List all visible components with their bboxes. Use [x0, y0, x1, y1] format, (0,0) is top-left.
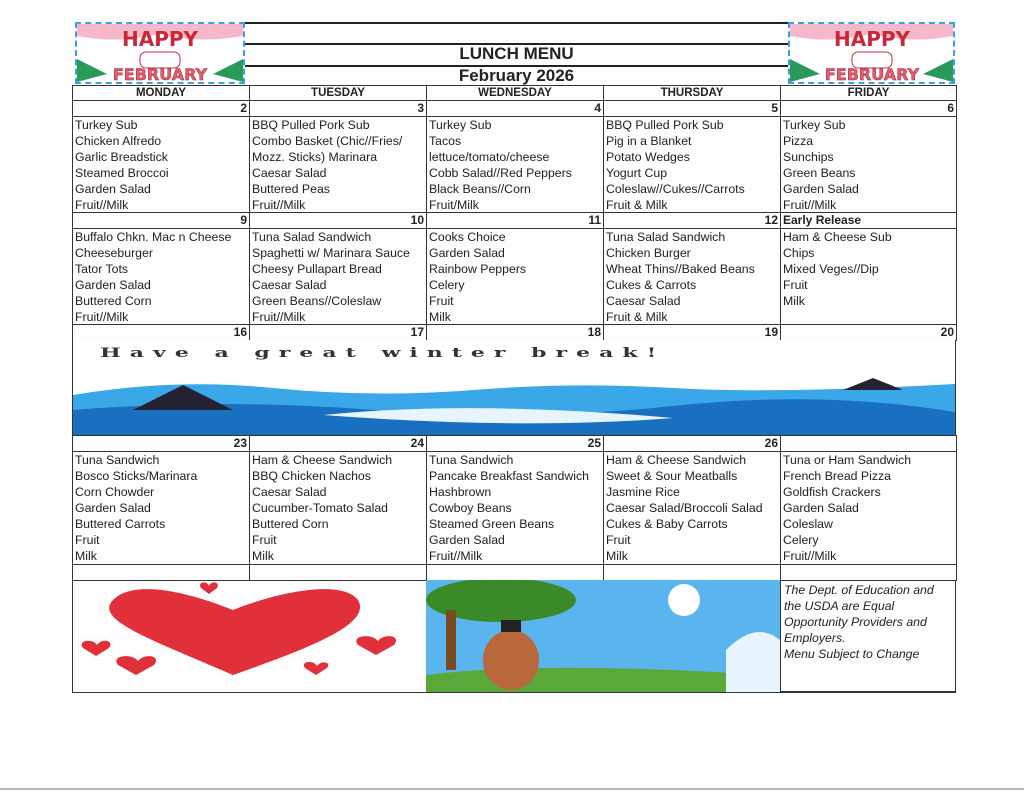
empty-cell: [780, 564, 957, 581]
menu-cell: [426, 451, 604, 565]
menu-cell: [780, 451, 957, 565]
menu-cell: [780, 116, 957, 213]
menu-item: Mixed Veges//Dip: [783, 262, 879, 276]
menu-item: Ham & Cheese Sandwich: [252, 453, 393, 467]
winter-break-message: Have a great winter break!: [100, 345, 666, 361]
menu-item: lettuce/tomato/cheese: [429, 150, 550, 164]
menu-item: Garden Salad: [75, 182, 151, 196]
menu-item: Fruit//Milk: [252, 198, 306, 212]
menu-item: BBQ Pulled Pork Sub: [606, 118, 724, 132]
day-header: FRIDAY: [780, 85, 957, 101]
menu-item: Fruit/Milk: [429, 198, 479, 212]
happy-february-logo-right: [788, 22, 955, 84]
date-cell: 4: [426, 100, 604, 117]
menu-item: Cucumber-Tomato Salad: [252, 501, 389, 515]
equal-opportunity-notice: [780, 580, 956, 692]
page-subtitle: February 2026: [458, 66, 575, 85]
notice-line: Menu Subject to Change: [784, 647, 920, 661]
menu-item: Cheeseburger: [75, 246, 153, 260]
menu-cell: [603, 451, 781, 565]
date-cell: 16: [72, 324, 250, 341]
menu-item: Garden Salad: [783, 501, 859, 515]
date-cell: 20: [780, 324, 957, 341]
empty-cell: [72, 564, 250, 581]
menu-cell: [780, 228, 957, 325]
menu-item: Black Beans//Corn: [429, 182, 531, 196]
date-cell: 23: [72, 435, 250, 452]
happy-february-logo-left: [75, 22, 245, 84]
menu-item: Celery: [429, 278, 465, 292]
date-cell: 19: [603, 324, 781, 341]
menu-item: Garden Salad: [783, 182, 859, 196]
menu-item: Cukes & Carrots: [606, 278, 697, 292]
menu-item: Fruit: [606, 533, 631, 547]
menu-item: Caesar Salad: [252, 278, 327, 292]
menu-item: Turkey Sub: [429, 118, 492, 132]
menu-cell: [249, 116, 427, 213]
notice-line: the USDA are Equal: [784, 599, 895, 613]
menu-item: Turkey Sub: [783, 118, 846, 132]
menu-item: Fruit//Milk: [783, 198, 837, 212]
divider: [72, 692, 956, 693]
menu-item: Turkey Sub: [75, 118, 138, 132]
menu-item: Fruit: [252, 533, 277, 547]
menu-item: Milk: [252, 549, 274, 563]
menu-item: Ham & Cheese Sub: [783, 230, 892, 244]
menu-item: Mozz. Sticks) Marinara: [252, 150, 378, 164]
menu-item: Fruit//Milk: [252, 310, 306, 324]
menu-item: Green Beans: [783, 166, 856, 180]
menu-item: Buttered Carrots: [75, 517, 166, 531]
menu-item: Cheesy Pullapart Bread: [252, 262, 382, 276]
menu-item: Jasmine Rice: [606, 485, 680, 499]
menu-item: Steamed Green Beans: [429, 517, 555, 531]
menu-item: Chips: [783, 246, 815, 260]
menu-item: Chicken Burger: [606, 246, 691, 260]
menu-item: Bosco Sticks/Marinara: [75, 469, 198, 483]
menu-item: Tator Tots: [75, 262, 129, 276]
scan-edge: [0, 788, 1024, 790]
menu-item: Celery: [783, 533, 819, 547]
menu-item: Milk: [75, 549, 97, 563]
menu-item: Tacos: [429, 134, 462, 148]
date-cell: 10: [249, 212, 427, 229]
menu-item: Fruit: [429, 294, 454, 308]
menu-item: Rainbow Peppers: [429, 262, 527, 276]
menu-cell: [603, 228, 781, 325]
menu-item: BBQ Pulled Pork Sub: [252, 118, 370, 132]
menu-item: Wheat Thins//Baked Beans: [606, 262, 755, 276]
menu-cell: [249, 451, 427, 565]
menu-item: Tuna Salad Sandwich: [606, 230, 726, 244]
svg-text:HAPPY: HAPPY: [833, 27, 911, 51]
menu-item: BBQ Chicken Nachos: [252, 469, 371, 483]
menu-item: Tuna or Ham Sandwich: [783, 453, 912, 467]
date-cell: 25: [426, 435, 604, 452]
menu-item: Buffalo Chkn. Mac n Cheese: [75, 230, 232, 244]
menu-cell: [249, 228, 427, 325]
menu-item: Cukes & Baby Carrots: [606, 517, 728, 531]
menu-item: Hashbrown: [429, 485, 492, 499]
menu-item: Green Beans//Coleslaw: [252, 294, 382, 308]
menu-item: Buttered Peas: [252, 182, 330, 196]
menu-item: Tuna Sandwich: [75, 453, 160, 467]
date-cell: 5: [603, 100, 781, 117]
menu-item: Garden Salad: [75, 278, 151, 292]
menu-item: Milk: [606, 549, 628, 563]
date-cell: 26: [603, 435, 781, 452]
menu-item: Fruit//Milk: [75, 310, 129, 324]
date-cell: 18: [426, 324, 604, 341]
date-cell: 12: [603, 212, 781, 229]
menu-item: Goldfish Crackers: [783, 485, 881, 499]
menu-item: Fruit: [783, 278, 808, 292]
menu-item: Yogurt Cup: [606, 166, 668, 180]
svg-text:FEBRUARY: FEBRUARY: [824, 65, 920, 82]
menu-item: Caesar Salad: [252, 485, 327, 499]
menu-item: Chicken Alfredo: [75, 134, 162, 148]
menu-item: Fruit & Milk: [606, 310, 668, 324]
date-cell: Early Release: [780, 212, 957, 229]
date-cell: 6: [780, 100, 957, 117]
groundhog-sunny-image: [426, 580, 780, 692]
menu-item: Fruit & Milk: [606, 198, 668, 212]
menu-item: Caesar Salad: [252, 166, 327, 180]
menu-item: Garden Salad: [429, 533, 505, 547]
menu-item: Caesar Salad: [606, 294, 681, 308]
menu-item: Buttered Corn: [252, 517, 329, 531]
menu-item: Ham & Cheese Sandwich: [606, 453, 747, 467]
menu-cell: [426, 228, 604, 325]
notice-line: Opportunity Providers and: [784, 615, 927, 629]
day-header: WEDNESDAY: [426, 85, 604, 101]
date-cell: 3: [249, 100, 427, 117]
divider: [245, 22, 788, 24]
menu-item: Fruit: [75, 533, 100, 547]
empty-cell: [603, 564, 781, 581]
menu-cell: [72, 228, 250, 325]
menu-item: Milk: [429, 310, 451, 324]
svg-text:HAPPY: HAPPY: [121, 27, 199, 51]
menu-item: Cooks Choice: [429, 230, 506, 244]
menu-item: Pizza: [783, 134, 814, 148]
hearts-image: [72, 580, 426, 692]
date-cell: 2: [72, 100, 250, 117]
menu-item: Garlic Breadstick: [75, 150, 168, 164]
day-header: MONDAY: [72, 85, 250, 101]
notice-line: The Dept. of Education and: [784, 583, 934, 597]
date-cell: [780, 435, 957, 452]
date-cell: 9: [72, 212, 250, 229]
page-title: LUNCH MENU: [459, 44, 574, 63]
menu-item: Coleslaw: [783, 517, 833, 531]
day-header: THURSDAY: [603, 85, 781, 101]
menu-item: Milk: [783, 294, 805, 308]
day-header: TUESDAY: [249, 85, 427, 101]
menu-item: Fruit//Milk: [429, 549, 483, 563]
menu-item: Combo Basket (Chic//Fries/: [252, 134, 403, 148]
menu-item: Steamed Broccoi: [75, 166, 169, 180]
menu-cell: [72, 116, 250, 213]
menu-item: French Bread Pizza: [783, 469, 891, 483]
menu-item: Sweet & Sour Meatballs: [606, 469, 738, 483]
date-cell: 11: [426, 212, 604, 229]
menu-cell: [426, 116, 604, 213]
date-cell: 24: [249, 435, 427, 452]
empty-cell: [249, 564, 427, 581]
menu-item: Cowboy Beans: [429, 501, 512, 515]
svg-text:FEBRUARY: FEBRUARY: [112, 65, 208, 82]
notice-line: Employers.: [784, 631, 846, 645]
menu-item: Cobb Salad//Red Peppers: [429, 166, 572, 180]
empty-cell: [426, 564, 604, 581]
menu-item: Sunchips: [783, 150, 834, 164]
menu-item: Spaghetti w/ Marinara Sauce: [252, 246, 410, 260]
menu-item: Caesar Salad/Broccoli Salad: [606, 501, 763, 515]
menu-item: Tuna Salad Sandwich: [252, 230, 372, 244]
menu-item: Coleslaw//Cukes//Carrots: [606, 182, 745, 196]
menu-item: Pancake Breakfast Sandwich: [429, 469, 589, 483]
menu-item: Fruit//Milk: [75, 198, 129, 212]
menu-item: Corn Chowder: [75, 485, 155, 499]
menu-item: Buttered Corn: [75, 294, 152, 308]
menu-item: Fruit//Milk: [783, 549, 837, 563]
menu-item: Tuna Sandwich: [429, 453, 514, 467]
menu-item: Pig in a Blanket: [606, 134, 692, 148]
menu-item: Garden Salad: [75, 501, 151, 515]
menu-item: Garden Salad: [429, 246, 505, 260]
date-cell: 17: [249, 324, 427, 341]
menu-cell: [72, 451, 250, 565]
menu-cell: [603, 116, 781, 213]
menu-item: Potato Wedges: [606, 150, 690, 164]
